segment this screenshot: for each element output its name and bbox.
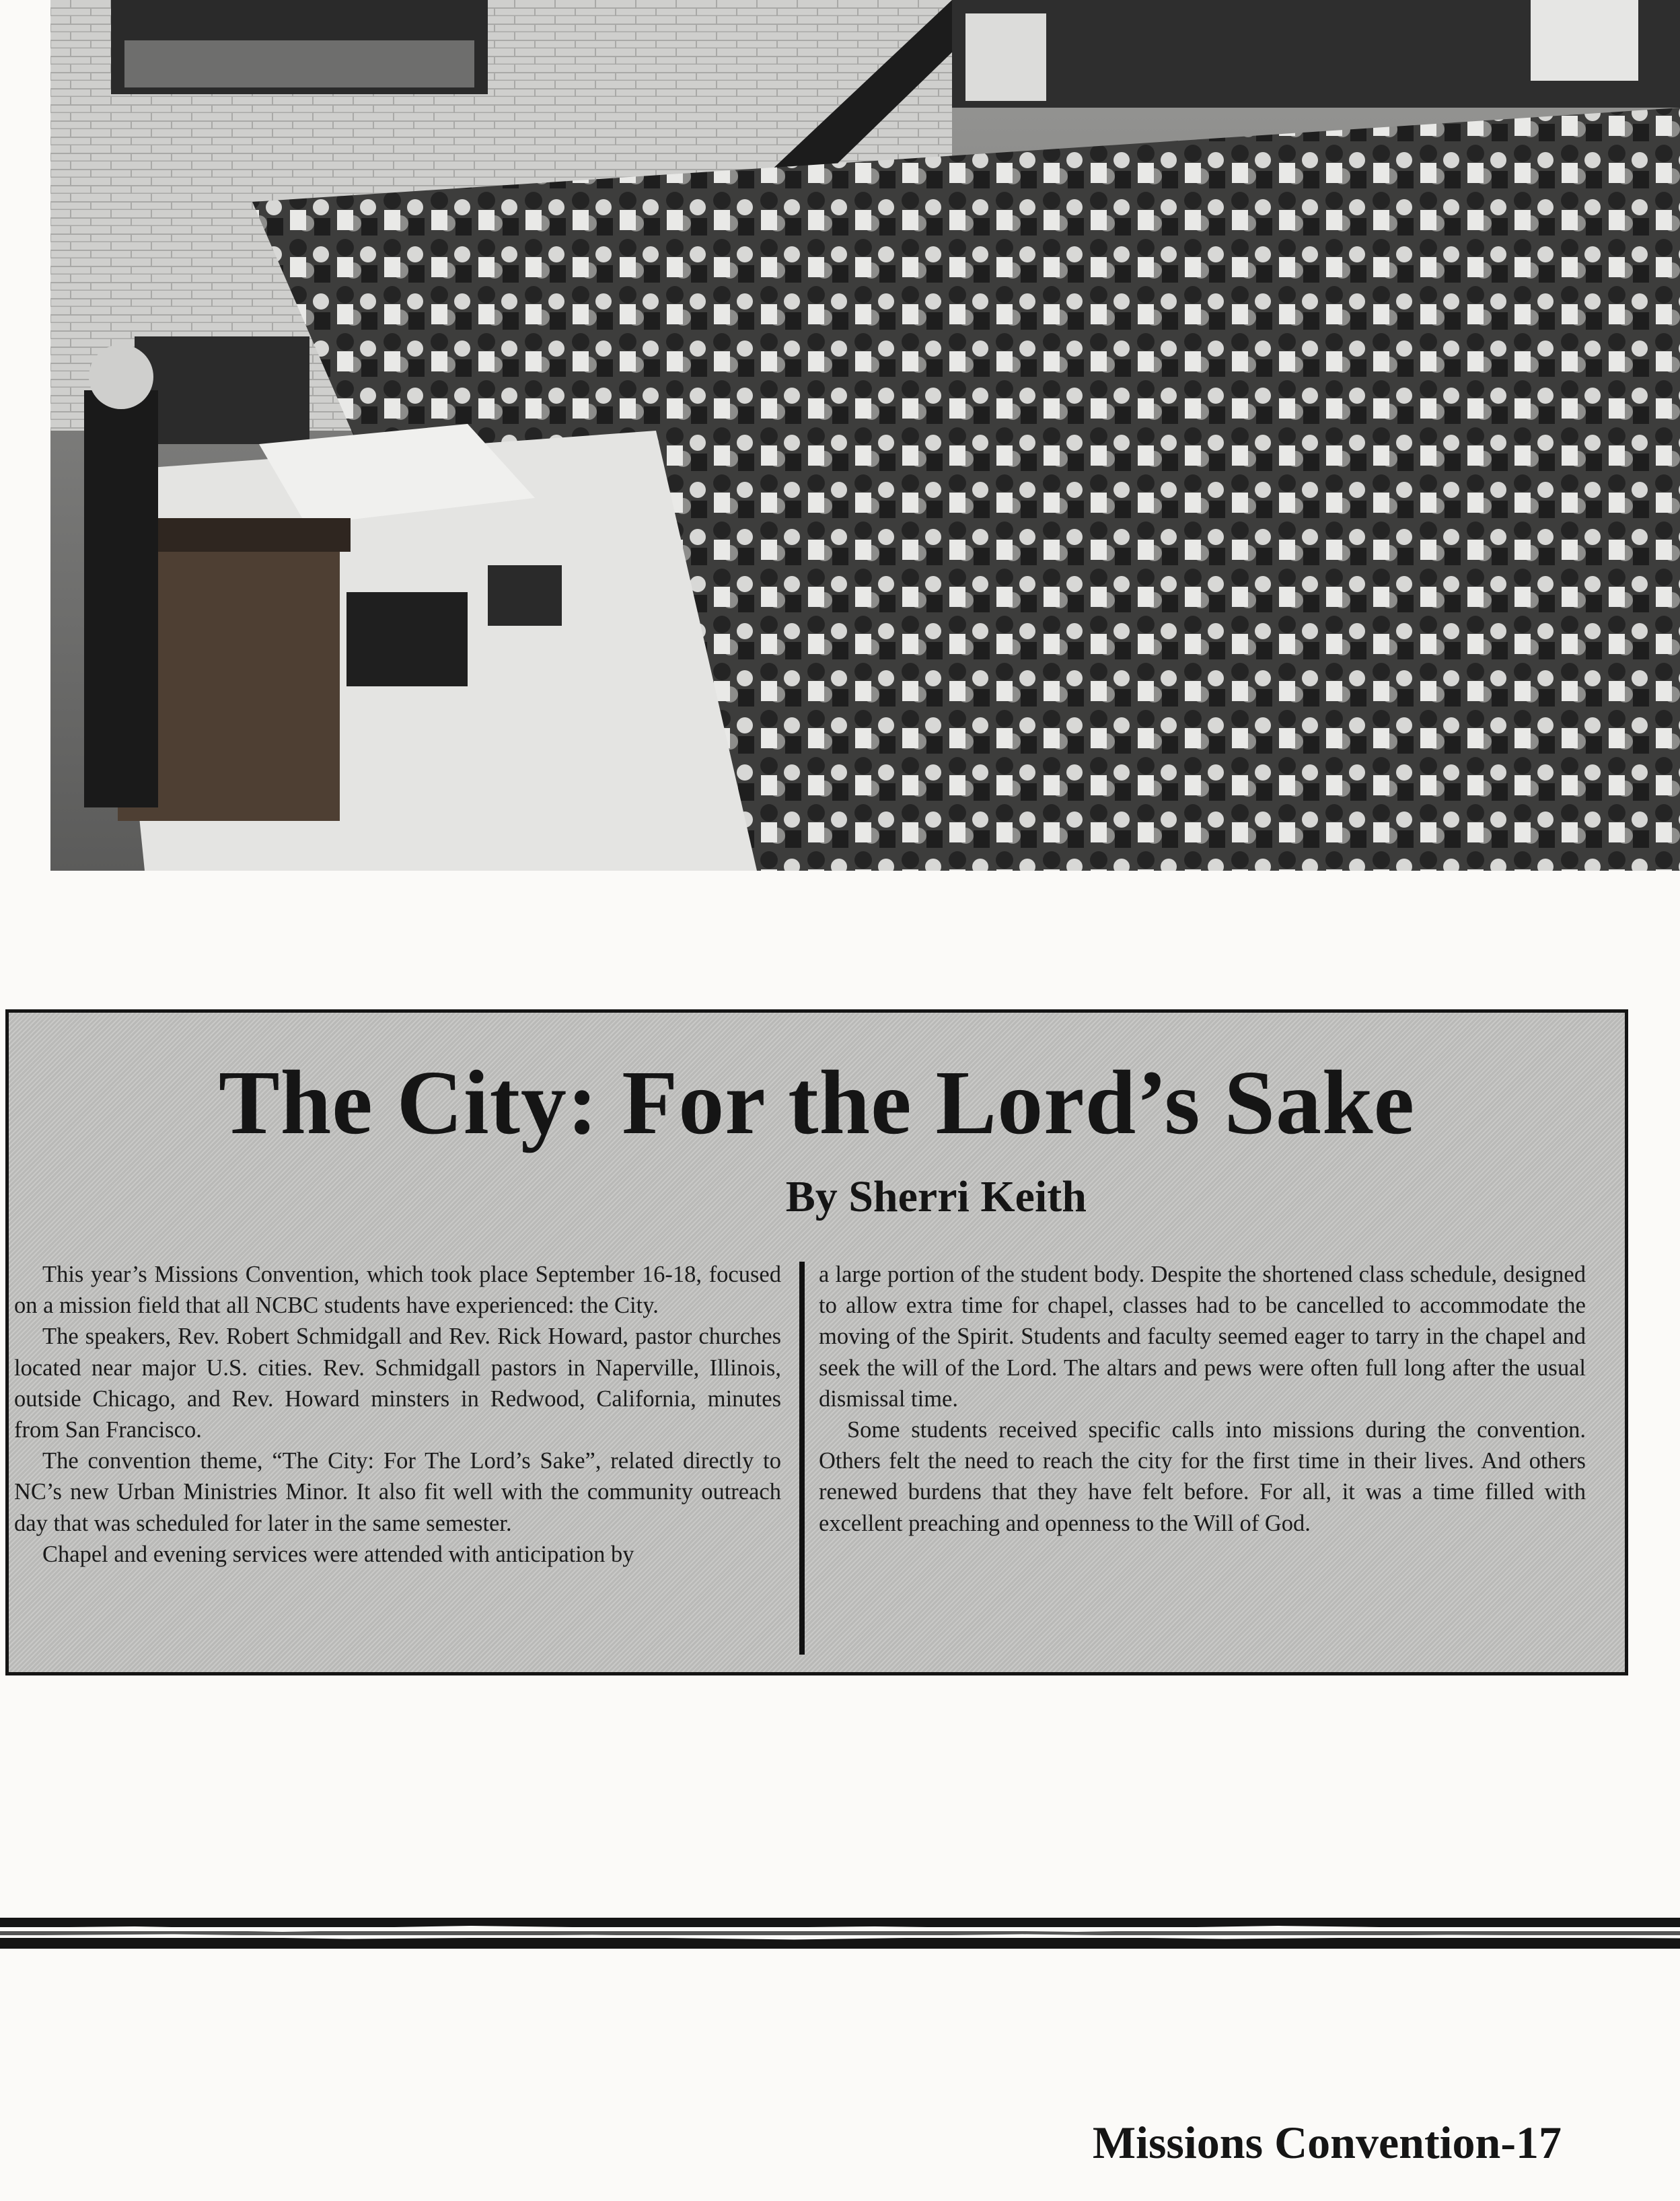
column-divider [799, 1262, 805, 1655]
paragraph: The speakers, Rev. Robert Schmidgall and Rev. Rick Howard, pastor churches located near major U.S. cities. Rev. Schmidgall pastors in Naperville, Illinois, outside Chicago, and Rev. Howard minsters in Redwood, California, minutes from San Francisco. [14, 1324, 781, 1443]
page-folio: Missions Convention-17 [1092, 2117, 1562, 2168]
article-box [5, 1009, 1628, 1675]
page-margin-left [0, 0, 50, 871]
article-byline: By Sherri Keith [785, 1172, 1087, 1221]
paragraph: a large portion of the student body. Despite the shortened class schedule, designed to allow extra time for chapel, classes had to be cancelled to accommodate the moving of the Spirit. Students and faculty seemed eager to tarry in the chapel and seek the will of the Lord. The altars and pews were often full long after the usual dismissal time. [819, 1262, 1586, 1412]
paragraph: Some students received specific calls into missions during the convention. Others felt the need to reach the city for the first time in their lives. And others renewed burdens that they have felt before. For all, it was a time filled with excellent preaching and openness to the Will of God. [819, 1417, 1586, 1536]
chapel-photo [50, 0, 1680, 871]
article-headline: The City: For the Lord’s Sake [218, 1052, 1416, 1153]
paragraph: Chapel and evening services were attended with anticipation by [42, 1541, 634, 1567]
chapel-congregation-photo-icon [50, 0, 1680, 871]
decorative-rule [0, 1911, 1680, 1955]
paragraph: This year’s Missions Convention, which took place September 16-18, focused on a mission field that all NCBC students have experienced: the City. [14, 1262, 781, 1319]
paragraph: The convention theme, “The City: For The Lord’s Sake”, related directly to NC’s new Urban Ministries Minor. It also fit well with the community outreach day that was scheduled for later in the same semester. [14, 1448, 781, 1536]
article-column-right [819, 1259, 1586, 1539]
article-column-left [14, 1259, 781, 1570]
